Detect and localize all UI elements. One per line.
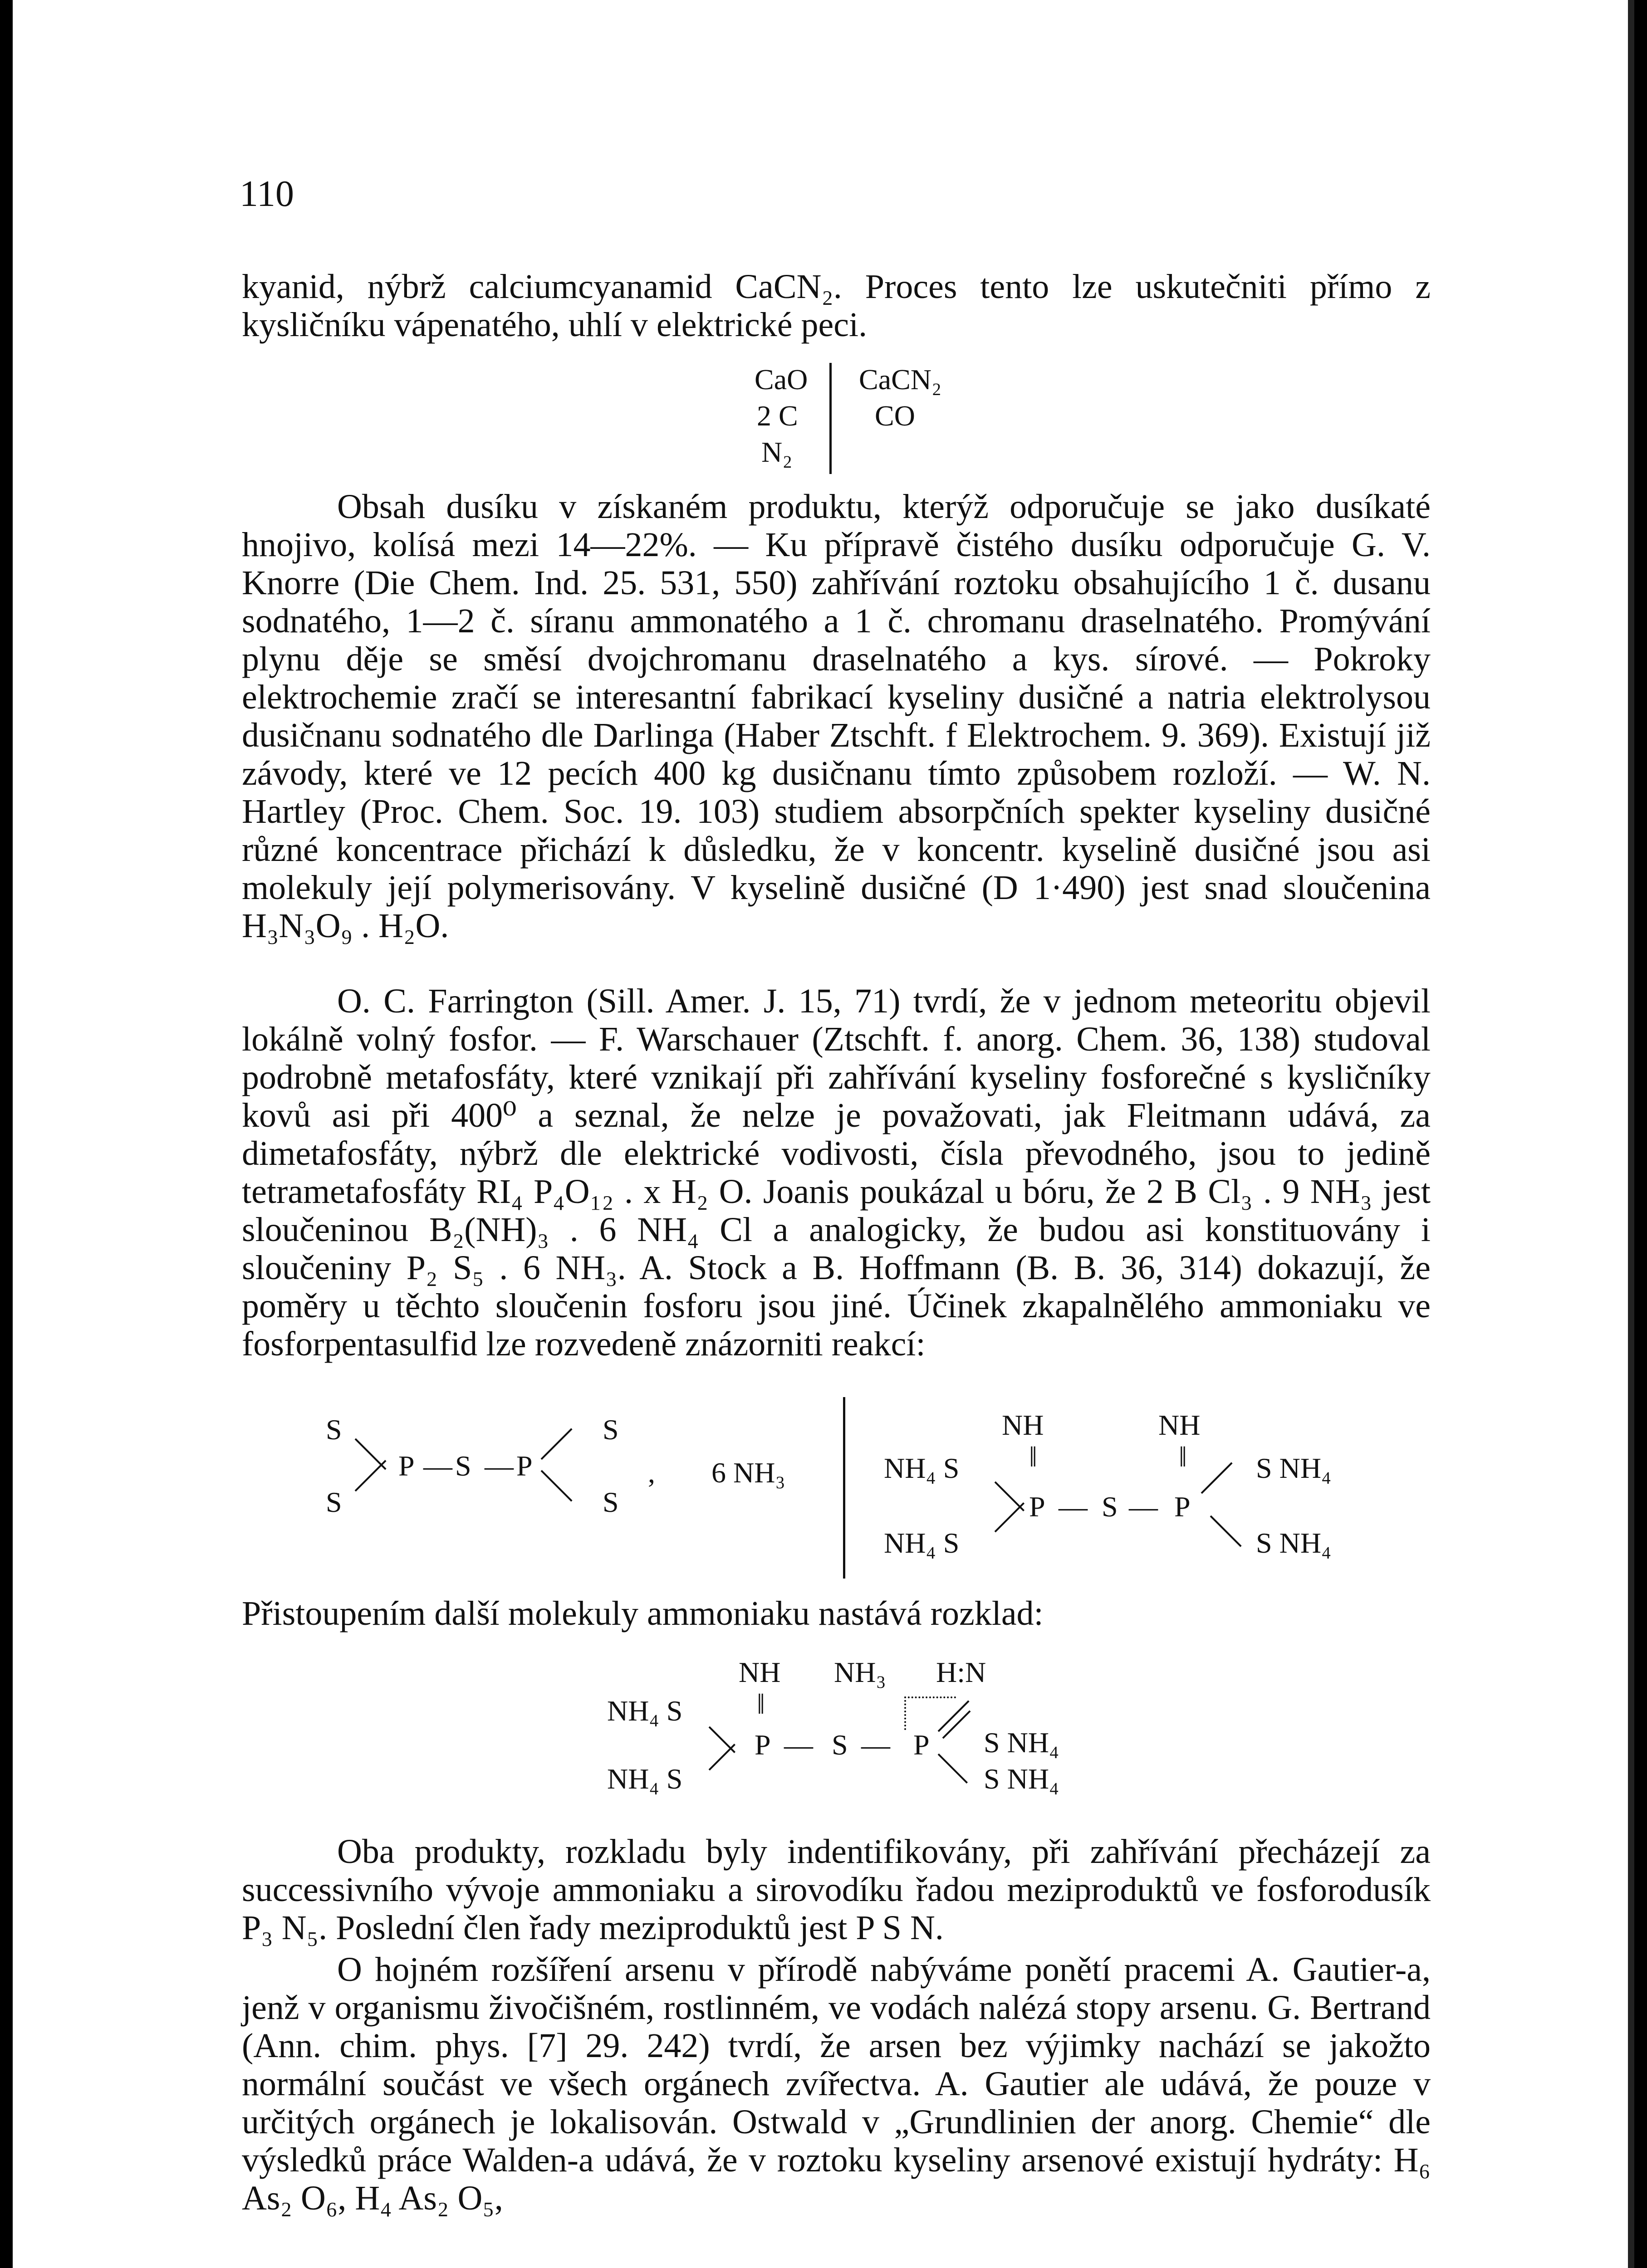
bond-dash: — (423, 1450, 452, 1482)
scheme-divider (843, 1397, 845, 1579)
phosphorus-right: P (913, 1729, 930, 1761)
phosphorus-right: P (1174, 1491, 1191, 1523)
double-bond: ‖ (1029, 1441, 1037, 1473)
s-upper-left: S (326, 1413, 342, 1446)
double-bond: ‖ (1179, 1441, 1187, 1473)
bond-dash: — (1129, 1491, 1158, 1523)
dotted-bond (904, 1696, 956, 1730)
bond-line (355, 1460, 387, 1491)
bond-dash: — (784, 1729, 813, 1761)
bond-dash: — (861, 1729, 890, 1761)
bond-line (995, 1502, 1024, 1532)
ammonium-sulfide-lower: NH₄ S (607, 1763, 683, 1795)
phosphorus-left: P (755, 1729, 771, 1761)
bond-dash: — (485, 1450, 514, 1482)
scheme-divider (829, 363, 832, 474)
reactant-cao: CaO (755, 363, 808, 396)
hydrogen-nitrogen: H:N (936, 1656, 986, 1688)
ammonium-sulfide-upper: NH₄ S (884, 1452, 960, 1484)
sulfide-ammonium-upper: S NH₄ (1256, 1452, 1332, 1484)
paragraph-2: Obsah dusíku v získaném produktu, kterýž odporučuje se jako dusíkaté hnojivo, kolísá mezi 14—22%. — Ku přípravě čistého dusíku odporučuje G. V. Knorre (Die Chem. Ind. 25. 531, 550) zahřívání roztoku obsahujícího 1 č. dusanu sodnatého, 1—2 č. síranu ammonatého a 1 č. chromanu draselnatého. Promývání plynu děje se směsí dvojchromanu draselnatého a kys. sírové. — Pokroky elektrochemie zračí se interesantní fabrikací kyseliny dusičné a natria elektrolysou dusičnanu sodnatého dle Darlinga (Haber Ztschft. f Elektrochem. 9. 369). Existují již závody, které ve 12 pecích 400 kg dusičnanu tímto způsobem rozloží. — W. N. Hartley (Proc. Chem. Soc. 19. 103) studiem absorpčních spekter kyseliny dusičné různé koncentrace přichází k důsledku, že v koncentr. kyselině dusičné jsou asi molekuly její polymerisovány. V kyselině dusičné (D 1·490) jest snad sloučenina H₃N₃O₉ . H₂O. (242, 488, 1431, 945)
reactant-n2: N₂ (761, 436, 793, 468)
product-cacn2: CaCN₂ (859, 363, 942, 396)
s-upper-right: S (603, 1413, 619, 1446)
paper-sheet (13, 0, 1634, 2268)
phosphorus-right: P (516, 1450, 533, 1482)
ammonia: NH₃ (834, 1656, 886, 1688)
sulfide-ammonium-upper: S NH₄ (984, 1726, 1059, 1759)
bond-line (541, 1428, 573, 1460)
bond-line (541, 1470, 573, 1502)
s-lower-left: S (326, 1486, 342, 1518)
sulfur-bridge: S (832, 1729, 848, 1761)
bond-line (1201, 1462, 1233, 1494)
imino-right: NH (1158, 1409, 1201, 1441)
product-co: CO (875, 400, 915, 432)
paragraph-1: kyanid, nýbrž calciumcyanamid CaCN₂. Proces tento lze uskutečniti přímo z kysličníku vápenatého, uhlí v elektrické peci. (242, 268, 1431, 344)
bond-dash: — (1059, 1491, 1088, 1523)
ammonium-sulfide-lower: NH₄ S (884, 1527, 960, 1559)
phosphorus-left: P (1029, 1491, 1045, 1523)
paragraph-3: O. C. Farrington (Sill. Amer. J. 15, 71) tvrdí, že v jednom meteoritu objevil lokálně volný fosfor. — F. Warschauer (Ztschft. f. anorg. Chem. 36, 138) studoval podrobně metafosfáty, které vznikají při zahřívání kyseliny fosforečné s kysličníky kovů asi při 400⁰ a seznal, že nelze je považovati, jak Fleitmann udává, za dimetafosfáty, nýbrž dle elektrické vodivosti, čísla převodného, jsou to jedině tetrametafosfáty RI₄ P₄O₁₂ . x H₂ O. Joanis poukázal u bóru, že 2 B Cl₃ . 9 NH₃ jest sloučeninou B₂(NH)₃ . 6 NH₄ Cl a analogicky, že budou asi konstituovány i sloučeniny P₂ S₅ . 6 NH₃. A. Stock a B. Hoffmann (B. B. 36, 314) dokazují, že poměry u těchto sloučenin fosforu jsou jiné. Účinek zkapalnělého ammoniaku ve fosforpentasulfid lze rozvedeně znázorniti reakcí: (242, 982, 1431, 1363)
bond-line (709, 1744, 735, 1770)
double-bond: ‖ (757, 1688, 765, 1720)
imino: NH (739, 1656, 781, 1688)
ammonium-sulfide-upper: NH₄ S (607, 1695, 683, 1727)
sulfur-bridge: S (1102, 1491, 1118, 1523)
bond-line (1210, 1515, 1242, 1547)
paragraph-6: O hojném rozšíření arsenu v přírodě nabýváme ponětí pracemi A. Gautier-a, jenž v organismu živočišném, rostlinném, ve vodách nalézá stopy arsenu. G. Bertrand (Ann. chim. phys. [7] 29. 242) tvrdí, že arsen bez výjimky nachází se jakožto normální součást ve všech orgánech zvířectva. A. Gautier ale udává, že pouze v určitých orgánech je lokalisován. Ostwald v „Grundlinien der anorg. Chemie“ dle výsledků práce Walden-a udává, že v roztoku kyseliny arsenové existují hydráty: H₆ As₂ O₆, H₄ As₂ O₅, (242, 1950, 1431, 2217)
phosphorus-left: P (398, 1450, 415, 1482)
paragraph-5: Oba produkty, rozkladu byly indentifikovány, při zahřívání přecházejí za successivního vývoje ammoniaku a sirovodíku řadou meziproduktů ve fosforodusík P₃ N₅. Poslední člen řady meziproduktů jest P S N. (242, 1833, 1431, 1947)
reagent-ammonia: 6 NH₃ (711, 1457, 785, 1489)
sulfur-bridge: S (455, 1450, 471, 1482)
comma: , (648, 1457, 655, 1489)
paragraph-4: Přistoupením další molekuly ammoniaku nastává rozklad: (242, 1594, 1044, 1633)
reactant-2c: 2 C (757, 400, 798, 432)
bond-line (709, 1726, 735, 1753)
s-lower-right: S (603, 1486, 619, 1518)
sulfide-ammonium-lower: S NH₄ (1256, 1527, 1332, 1559)
bond-line (938, 1754, 968, 1784)
page-number: 110 (240, 173, 294, 214)
sulfide-ammonium-lower: S NH₄ (984, 1763, 1059, 1795)
imino-left: NH (1002, 1409, 1044, 1441)
